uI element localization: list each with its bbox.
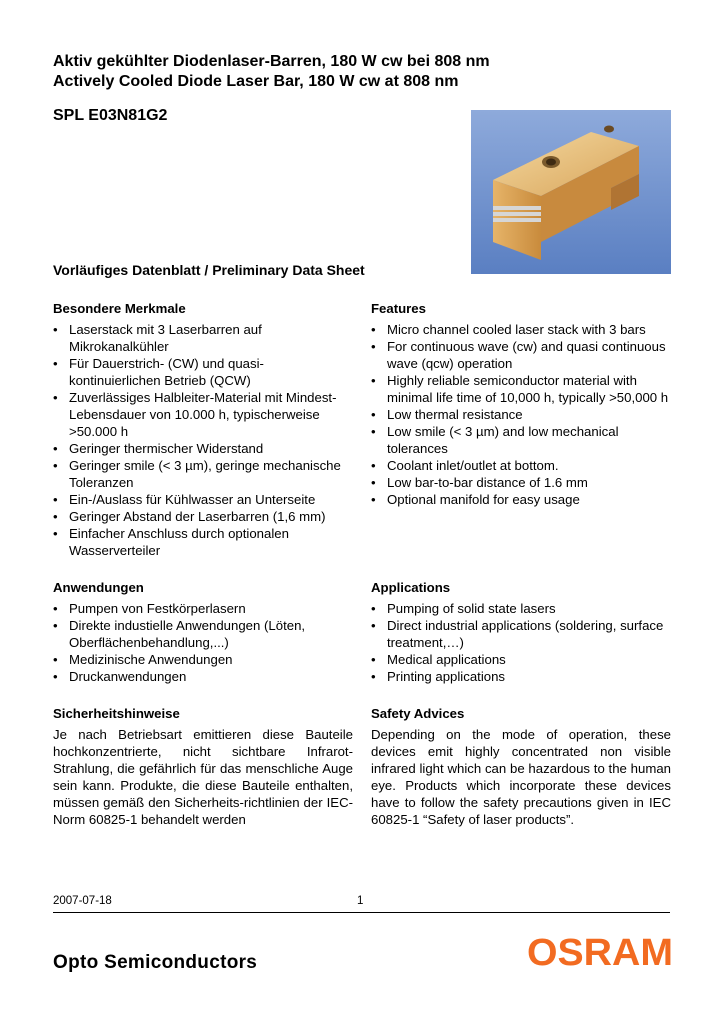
list-item: • Für Dauerstrich- (CW) und quasi-kontinuierlichen Betrieb (QCW) — [53, 355, 353, 389]
list-item: • Geringer thermischer Widerstand — [53, 440, 353, 457]
product-code: SPL E03N81G2 — [53, 107, 168, 124]
safety-de-section — [53, 706, 353, 828]
list-item: • Low bar-to-bar distance of 1.6 mm — [371, 474, 671, 491]
list-item: • Medical applications — [371, 651, 671, 668]
list-item: • Pumping of solid state lasers — [371, 600, 671, 617]
company-division: Opto Semiconductors — [53, 952, 258, 973]
list-item: • Direct industrial applications (soldering, surface treatment,…) — [371, 617, 671, 651]
footer-divider — [53, 912, 670, 913]
section-heading: Besondere Merkmale — [53, 301, 186, 316]
safety-en-section — [371, 706, 671, 828]
osram-logo-text: OSRAM — [527, 932, 673, 973]
document-date: 2007-07-18 — [53, 895, 112, 907]
list-item: • Geringer smile (< 3 µm), geringe mechanische Toleranzen — [53, 457, 353, 491]
list-item: • Optional manifold for easy usage — [371, 491, 671, 508]
list-item: • Highly reliable semiconductor material with minimal life time of 10,000 h, typically >50,000 h — [371, 372, 671, 406]
features-de-section — [53, 301, 353, 559]
applications-en-section — [371, 580, 671, 685]
list-item: • Ein-/Auslass für Kühlwasser an Unterseite — [53, 491, 353, 508]
list-item: • Coolant inlet/outlet at bottom. — [371, 457, 671, 474]
list-item: • For continuous wave (cw) and quasi continuous wave (qcw) operation — [371, 338, 671, 372]
list-item: • Low thermal resistance — [371, 406, 671, 423]
list-item: • Einfacher Anschluss durch optionalen Wasserverteiler — [53, 525, 353, 559]
section-heading: Applications — [371, 580, 451, 595]
list-item: • Low smile (< 3 µm) and low mechanical tolerances — [371, 423, 671, 457]
section-heading: Sicherheitshinweise — [53, 706, 180, 721]
list-item: • Micro channel cooled laser stack with 3 bars — [371, 321, 671, 338]
laser-bar-image — [471, 110, 671, 274]
list-item: • Zuverlässiges Halbleiter-Material mit Mindest-Lebensdauer von 10.000 h, typischerweise >50.000 h — [53, 389, 353, 440]
osram-logo-mark — [526, 927, 674, 973]
list-item: • Medizinische Anwendungen — [53, 651, 353, 668]
safety-text: Je nach Betriebsart emittieren diese Bauteile hochkonzentrierte, nicht sichtbare Infrarot-Strahlung, die gefährlich für das menschliche Auge sein kann. Produkte, die diese Bauteile enthalten, müssen gemäß den Sicherheits-richtlinien der IEC-Norm 60825-1 behandelt werden — [53, 727, 353, 827]
title-english: Actively Cooled Diode Laser Bar, 180 W cw at 808 nm — [53, 73, 459, 90]
list-item: • Direkte industielle Anwendungen (Löten, Oberflächenbehandlung,...) — [53, 617, 353, 651]
list-item: • Druckanwendungen — [53, 668, 353, 685]
section-heading: Features — [371, 301, 426, 316]
product-photo — [471, 110, 671, 274]
title-german: Aktiv gekühlter Diodenlaser-Barren, 180 W cw bei 808 nm — [53, 53, 490, 70]
safety-text: Depending on the mode of operation, these devices emit highly concentrated non visible infrared light which can be hazardous to the human eye. Products which incorporate these devices have to follow the safety precautions given in IEC 60825-1 “Safety of laser products”. — [371, 727, 671, 827]
list-item: • Geringer Abstand der Laserbarren (1,6 mm) — [53, 508, 353, 525]
features-en-section — [371, 301, 671, 508]
section-heading: Anwendungen — [53, 580, 144, 595]
document-subtitle: Vorläufiges Datenblatt / Preliminary Data Sheet — [53, 262, 365, 278]
list-item: • Pumpen von Festkörperlasern — [53, 600, 353, 617]
applications-de-section — [53, 580, 353, 685]
section-heading: Safety Advices — [371, 706, 465, 721]
page-number: 1 — [357, 895, 364, 907]
list-item: • Laserstack mit 3 Laserbarren auf Mikrokanalkühler — [53, 321, 353, 355]
list-item: • Printing applications — [371, 668, 671, 685]
osram-logo — [526, 927, 674, 973]
